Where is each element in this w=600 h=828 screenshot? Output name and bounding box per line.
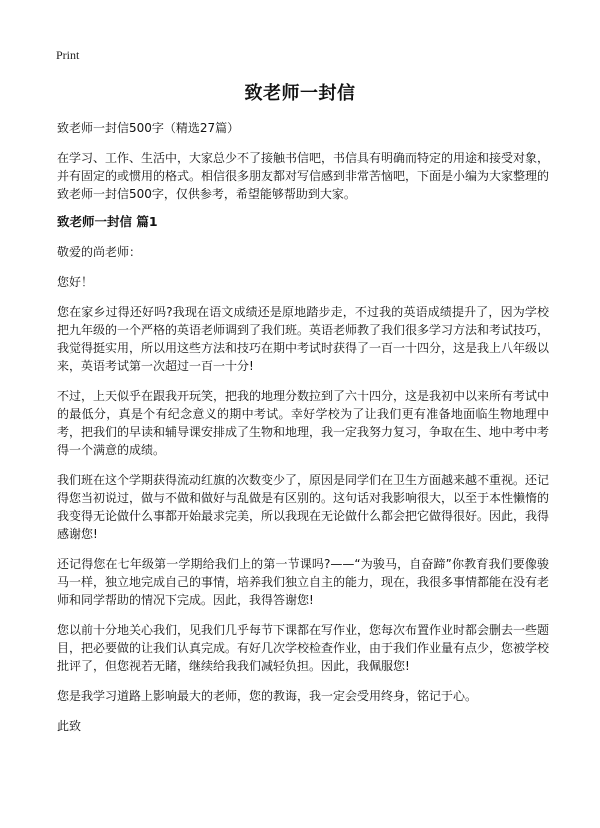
body-paragraph: 您在家乡过得还好吗?我现在语文成绩还是原地踏步走，不过我的英语成绩提升了，因为学校把九年级的一个严格的英语老师调到了我们班。英语老师教了我们很多学习方法和考试技巧，我觉得挺实用，所以用这些方法和技巧在期中考试时获得了一百一十四分，这是我上八年级以来，英语考试第一次超过一百一十分!	[57, 305, 550, 373]
salutation: 敬爱的尚老师：	[57, 245, 142, 259]
section-heading: 致老师一封信 篇1	[57, 214, 158, 229]
intro-paragraph: 在学习、工作、生活中，大家总少不了接触书信吧，书信具有明确而特定的用途和接受对象，并有固定的或惯用的格式。相信很多朋友都对写信感到非常苦恼吧，下面是小编为大家整理的致老师一封信500字，仅供参考，希望能够帮助到大家。	[57, 151, 550, 201]
body-paragraph: 您以前十分地关心我们，见我们几乎每节下课都在写作业，您每次布置作业时都会删去一些题目，把必要做的让我们认真完成。有好几次学校检查作业，由于我们作业量有点少，您被学校批评了，但您视若无睹，继续给我我们减轻负担。因此，我佩服您!	[57, 623, 550, 673]
greeting: 您好！	[57, 275, 94, 289]
body-paragraph: 我们班在这个学期获得流动红旗的次数变少了，原因是同学们在卫生方面越来越不重视。还记得您当初说过，做与不做和做好与乱做是有区别的。这句话对我影响很大，以至于本性懒惰的我变得无论做什么事都开始最求完美，所以我现在无论做什么都会把它做得很好。因此，我得感谢您!	[57, 473, 550, 541]
body-paragraph: 您是我学习道路上影响最大的老师，您的教诲，我一定会受用终身，铭记于心。	[57, 689, 478, 703]
article-body	[57, 119, 549, 747]
print-link[interactable]: Print	[56, 48, 80, 62]
body-paragraph: 不过，上天似乎在跟我开玩笑，把我的地理分数拉到了六十四分，这是我初中以来所有考试中的最低分，真是个有纪念意义的期中考试。幸好学校为了让我们更有准备地面临生物地理中考，把我们的早读和辅导课安排成了生物和地理，我一定我努力复习，争取在生、地中考中考得一个满意的成绩。	[57, 389, 550, 457]
body-paragraph: 还记得您在七年级第一学期给我们上的第一节课吗?——“为骏马，自奋蹄”你教育我们要像骏马一样，独立地完成自己的事情，培养我们独立自主的能力，现在，我很多事情都能在没有老师和同学帮助的情况下完成。因此，我得答谢您!	[57, 557, 550, 607]
closing-line: 此致	[57, 719, 82, 733]
article-subtitle: 致老师一封信500字（精选27篇）	[57, 121, 240, 135]
page-title: 致老师一封信	[244, 83, 356, 104]
